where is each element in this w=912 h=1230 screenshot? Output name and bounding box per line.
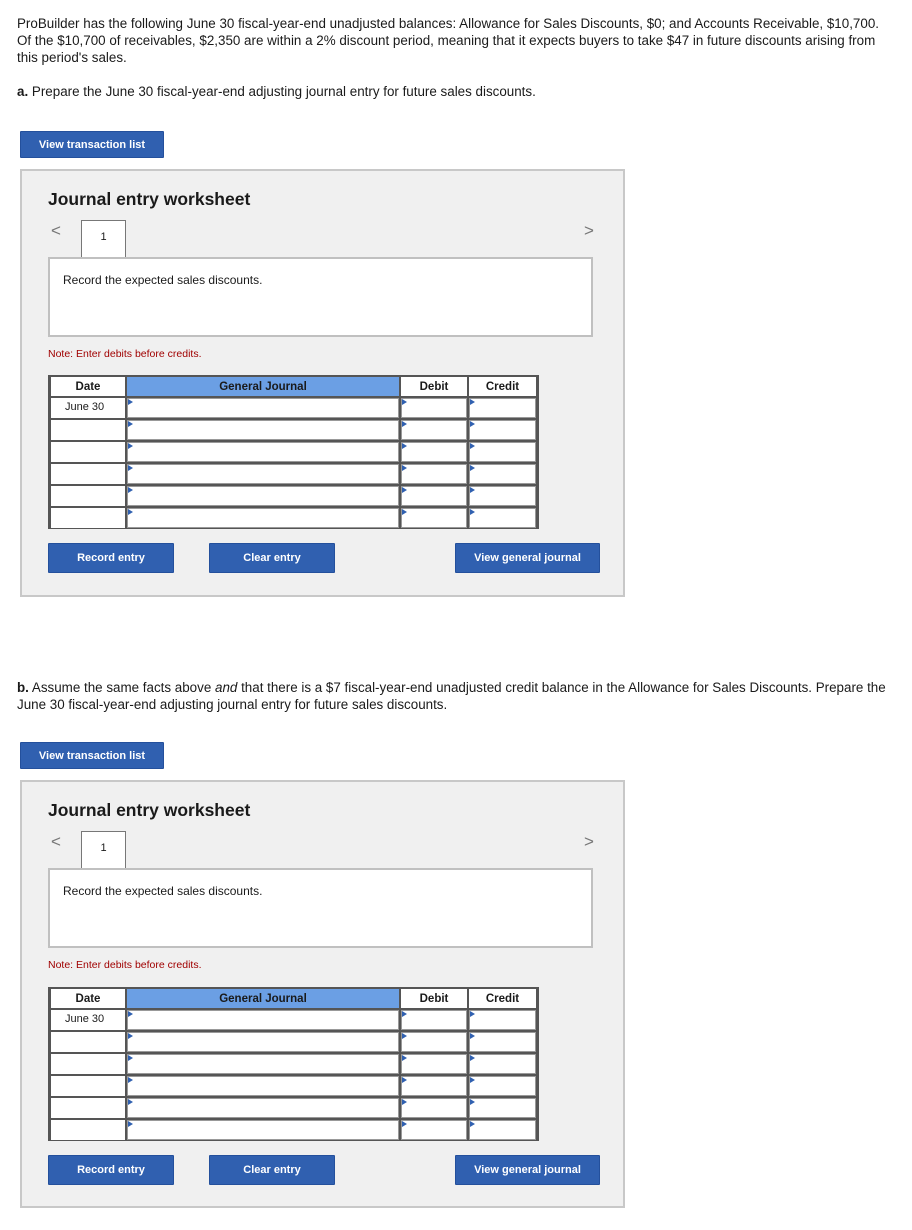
view-transaction-list-button-a[interactable]: View transaction list xyxy=(20,131,164,158)
worksheet-title: Journal entry worksheet xyxy=(48,189,251,209)
column-header-date: Date xyxy=(51,377,125,396)
credit-input[interactable] xyxy=(469,464,536,484)
account-input[interactable] xyxy=(127,1010,399,1030)
debit-input[interactable] xyxy=(401,1010,467,1030)
chevron-right-icon[interactable]: > xyxy=(584,832,594,851)
credit-input[interactable] xyxy=(469,1032,536,1052)
instruction-box xyxy=(48,257,593,337)
part-a-text: Prepare the June 30 fiscal-year-end adjusting journal entry for future sales discounts. xyxy=(31,84,536,99)
journal-table xyxy=(48,375,539,529)
column-header-debit: Debit xyxy=(401,377,467,396)
column-header-debit: Debit xyxy=(401,989,467,1008)
account-input[interactable] xyxy=(127,398,399,418)
instruction-box xyxy=(48,868,593,948)
date-cell[interactable] xyxy=(51,1076,125,1096)
debits-note: Note: Enter debits before credits. xyxy=(48,348,202,360)
entry-page-tab[interactable]: 1 xyxy=(81,220,126,260)
account-input[interactable] xyxy=(127,420,399,440)
date-cell[interactable] xyxy=(51,1098,125,1118)
journal-table xyxy=(48,987,539,1141)
column-header-date: Date xyxy=(51,989,125,1008)
view-transaction-list-button-b[interactable]: View transaction list xyxy=(20,742,164,769)
chevron-right-icon[interactable]: > xyxy=(584,221,594,240)
account-input[interactable] xyxy=(127,1098,399,1118)
credit-input[interactable] xyxy=(469,420,536,440)
journal-entry-worksheet-a xyxy=(20,169,625,597)
account-input[interactable] xyxy=(127,1032,399,1052)
debits-note: Note: Enter debits before credits. xyxy=(48,959,202,971)
credit-input[interactable] xyxy=(469,1098,536,1118)
date-cell[interactable] xyxy=(51,1120,125,1140)
view-general-journal-button[interactable]: View general journal xyxy=(455,1155,600,1185)
debit-input[interactable] xyxy=(401,1120,467,1140)
worksheet-title: Journal entry worksheet xyxy=(48,800,251,820)
date-cell[interactable] xyxy=(51,464,125,484)
part-b-question xyxy=(17,680,897,714)
record-entry-button[interactable]: Record entry xyxy=(48,1155,174,1185)
date-cell[interactable]: June 30 xyxy=(51,398,125,418)
column-header-general-journal: General Journal xyxy=(127,377,399,396)
credit-input[interactable] xyxy=(469,398,536,418)
account-input[interactable] xyxy=(127,442,399,462)
clear-entry-button[interactable]: Clear entry xyxy=(209,1155,335,1185)
account-input[interactable] xyxy=(127,486,399,506)
date-cell[interactable] xyxy=(51,508,125,528)
problem-intro: ProBuilder has the following June 30 fiscal-year-end unadjusted balances: Allowance for Sales Discounts, $0; and Accounts Receivable, $10,700. Of the $10,700 of receivables, $2,350 are within a 2% discount period, meaning that it expects buyers to take $47 in future discounts arising from this period's sales. xyxy=(17,16,879,65)
date-cell[interactable] xyxy=(51,1054,125,1074)
credit-input[interactable] xyxy=(469,1076,536,1096)
account-input[interactable] xyxy=(127,508,399,528)
debit-input[interactable] xyxy=(401,420,467,440)
part-a-label: a. xyxy=(17,84,29,99)
debit-input[interactable] xyxy=(401,1054,467,1074)
account-input[interactable] xyxy=(127,464,399,484)
column-header-credit: Credit xyxy=(469,377,536,396)
debit-input[interactable] xyxy=(401,442,467,462)
part-b-text-1: Assume the same facts above xyxy=(31,680,212,695)
part-b-text-2: that there is a $7 fiscal-year-end unadjusted credit balance in the Allowance for Sales Discounts. Prepare the June 30 fiscal-year-end adjusting journal entry for future sales discounts. xyxy=(17,680,886,712)
credit-input[interactable] xyxy=(469,508,536,528)
chevron-left-icon[interactable]: < xyxy=(51,221,61,240)
instruction-text: Record the expected sales discounts. xyxy=(63,884,263,898)
account-input[interactable] xyxy=(127,1120,399,1140)
date-cell[interactable] xyxy=(51,1032,125,1052)
credit-input[interactable] xyxy=(469,1010,536,1030)
date-cell[interactable]: June 30 xyxy=(51,1010,125,1030)
account-input[interactable] xyxy=(127,1076,399,1096)
part-b-emphasis: and xyxy=(215,680,238,695)
credit-input[interactable] xyxy=(469,1120,536,1140)
instruction-text: Record the expected sales discounts. xyxy=(63,273,263,287)
chevron-left-icon[interactable]: < xyxy=(51,832,61,851)
journal-entry-worksheet-b xyxy=(20,780,625,1208)
part-a-question xyxy=(17,83,536,100)
date-cell[interactable] xyxy=(51,442,125,462)
date-cell[interactable] xyxy=(51,420,125,440)
debit-input[interactable] xyxy=(401,464,467,484)
debit-input[interactable] xyxy=(401,398,467,418)
debit-input[interactable] xyxy=(401,486,467,506)
column-header-general-journal: General Journal xyxy=(127,989,399,1008)
account-input[interactable] xyxy=(127,1054,399,1074)
credit-input[interactable] xyxy=(469,1054,536,1074)
debit-input[interactable] xyxy=(401,1032,467,1052)
part-b-label: b. xyxy=(17,680,29,695)
credit-input[interactable] xyxy=(469,442,536,462)
entry-page-tab[interactable]: 1 xyxy=(81,831,126,871)
record-entry-button[interactable]: Record entry xyxy=(48,543,174,573)
debit-input[interactable] xyxy=(401,1098,467,1118)
debit-input[interactable] xyxy=(401,508,467,528)
view-general-journal-button[interactable]: View general journal xyxy=(455,543,600,573)
date-cell[interactable] xyxy=(51,486,125,506)
column-header-credit: Credit xyxy=(469,989,536,1008)
debit-input[interactable] xyxy=(401,1076,467,1096)
credit-input[interactable] xyxy=(469,486,536,506)
clear-entry-button[interactable]: Clear entry xyxy=(209,543,335,573)
